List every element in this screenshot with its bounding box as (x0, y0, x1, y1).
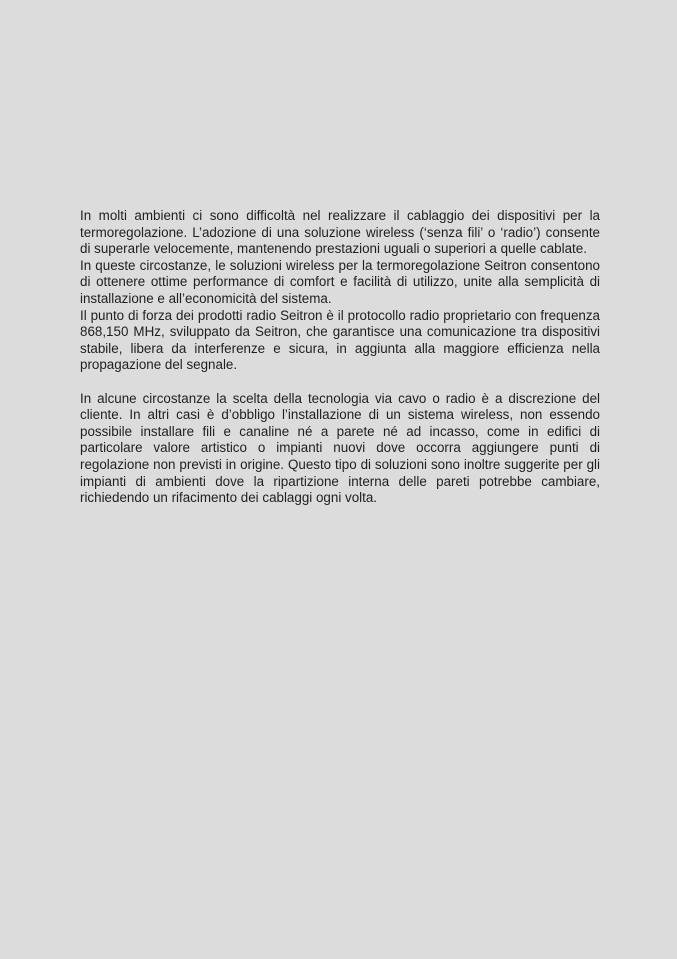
paragraph-wireless-intro: In molti ambienti ci sono difficoltà nel realizzare il cablaggio dei dispositivi per la termoregolazione. L’adozione di una soluzione wireless (‘senza fili’ o ‘radio’) consente di superarle velocemente, mantenendo prestazioni uguali o superiori a quelle cablate. (80, 208, 600, 257)
paragraph-seitron-solutions: In queste circostanze, le soluzioni wireless per la termoregolazione Seitron consentono di ottenere ottime performance di comfort e facilità di utilizzo, unite alla semplicità di installazione e all’economicità del sistema. (80, 257, 600, 306)
body-text (80, 208, 600, 507)
paragraph-cable-vs-radio: In alcune circostanze la scelta della tecnologia via cavo o radio è a discrezione del cliente. In altri casi è d’obbligo l’installazione di un sistema wireless, non essendo possibile installare fili e canaline né a parete né ad incasso, come in edifici di particolare valore artistico o impianti nuovi dove occorra aggiungere punti di regolazione non previsti in origine. Questo tipo di soluzioni sono inoltre suggerite per gli impianti di ambienti dove la ripartizione interna delle pareti potrebbe cambiare, richiedendo un rifacimento dei cablaggi ogni volta. (80, 390, 600, 506)
paragraph-radio-protocol: Il punto di forza dei prodotti radio Seitron è il protocollo radio proprietario con frequenza 868,150 MHz, sviluppato da Seitron, che garantisce una comunicazione tra dispositivi stabile, libera da interferenze e sicura, in aggiunta alla maggiore efficienza nella propagazione del segnale. (80, 307, 600, 373)
